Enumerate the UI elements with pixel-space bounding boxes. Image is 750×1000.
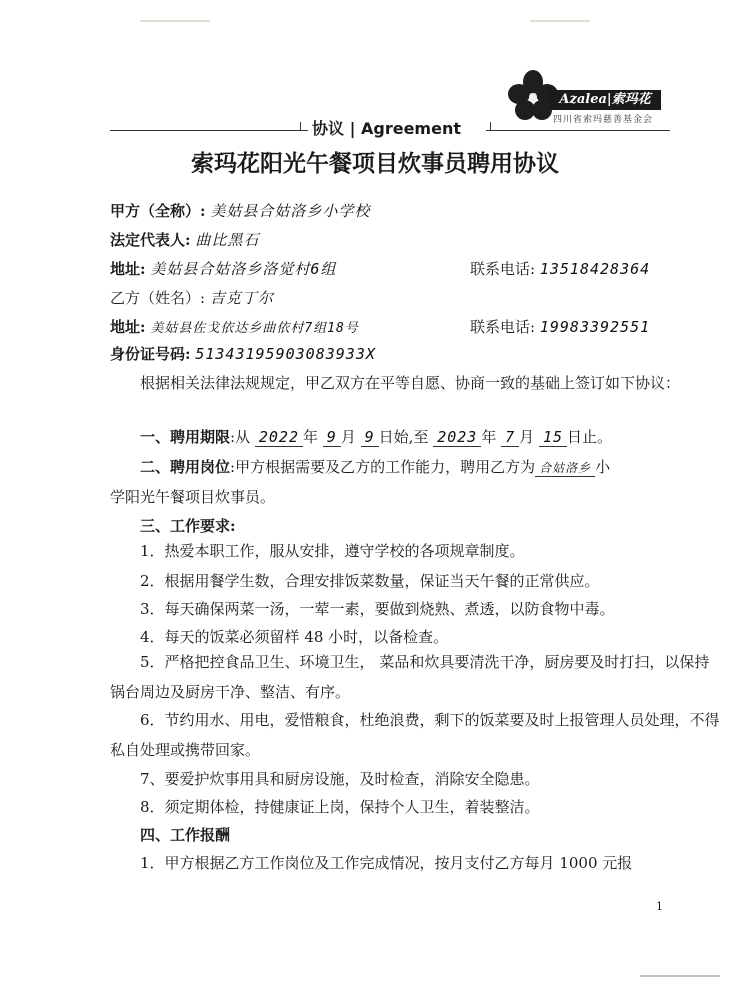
party-a-phone: 13518428364: [539, 260, 651, 278]
scan-mark-top-right: [530, 20, 590, 22]
party-b-id-label: 身份证号码:: [110, 345, 191, 363]
requirement-item: 1．热爱本职工作，服从安排，遵守学校的各项规章制度。: [140, 542, 525, 560]
term-label: 一、聘用期限: [140, 428, 231, 446]
term-month-unit: 月: [340, 428, 356, 446]
term-end-day: 15: [539, 428, 567, 447]
party-a-rep: 曲比黑石: [195, 231, 260, 249]
logo-brand: Azalea|索玛花: [549, 90, 661, 110]
requirement-item: 5．严格把控食品卫生、环境卫生， 菜品和炊具要清洗干净，厨房要及时打扫，以保持锅台周边及厨房干净、整洁、有序。: [110, 653, 710, 701]
party-a-phone-row: [470, 258, 650, 279]
party-b-phone-row: [470, 316, 650, 337]
term-day-unit: 日止。: [567, 428, 613, 446]
party-a-addr: 美姑县合姑洛乡洛觉村6组: [150, 260, 337, 278]
page-number: 1: [656, 900, 663, 913]
party-a-rep-label: 法定代表人:: [110, 231, 191, 249]
term-row: [140, 426, 612, 447]
requirement-item: 7、要爱护炊事用具和厨房设施，及时检查，消除安全隐患。: [140, 770, 540, 788]
scan-mark-bottom: [640, 975, 720, 977]
intro-paragraph: 根据相关法律法规规定，甲乙双方在平等自愿、协商一致的基础上签订如下协议：: [140, 374, 681, 392]
term-pre: :从: [230, 428, 251, 446]
header-tick: [490, 122, 491, 131]
header-label: 协议 | Agreement: [312, 119, 461, 138]
party-a-phone-label: 联系电话:: [470, 260, 536, 278]
requirements-heading: 三、工作要求:: [140, 517, 236, 535]
party-b-addr-label: 地址:: [110, 318, 146, 336]
requirement-item: 8．须定期体检，持健康证上岗，保持个人卫生，着装整洁。: [140, 798, 540, 816]
scan-mark-top: [140, 20, 210, 22]
party-b-id: 51343195903083933X: [195, 345, 376, 363]
party-b-addr-row: [110, 316, 359, 337]
party-b-row: [110, 287, 274, 308]
requirement-item: 2．根据用餐学生数，合理安排饭菜数量，保证当天午餐的正常供应。: [140, 572, 600, 590]
term-start-year: 2022: [255, 428, 303, 447]
position-row: [140, 456, 610, 477]
party-b-phone-label: 联系电话:: [470, 318, 536, 336]
party-a-addr-label: 地址:: [110, 260, 146, 278]
party-a-addr-row: [110, 258, 336, 279]
party-a-name: 美姑县合姑洛乡小学校: [210, 202, 371, 220]
term-start-month: 9: [323, 428, 341, 447]
pay-item: 1．甲方根据乙方工作岗位及工作完成情况，按月支付乙方每月 1000 元报: [140, 854, 633, 872]
position-row-cont: 学阳光午餐项目炊事员。: [110, 488, 276, 506]
party-b-label: 乙方（姓名）:: [110, 289, 206, 307]
pay-heading: 四、工作报酬: [140, 826, 231, 844]
header-rule-left: [110, 130, 308, 131]
term-start-day: 9: [361, 428, 379, 447]
party-b-id-row: [110, 343, 376, 364]
position-school: 合姑洛乡: [535, 459, 595, 477]
term-day-unit: 日始,至: [378, 428, 429, 446]
foundation-logo: [505, 68, 665, 130]
party-b-addr: 美姑县佐戈依达乡曲依村7组18号: [150, 321, 359, 336]
term-month-unit: 月: [519, 428, 535, 446]
document-title: 索玛花阳光午餐项目炊事员聘用协议: [191, 151, 559, 177]
position-text: :甲方根据需要及乙方的工作能力，聘用乙方为: [230, 458, 536, 476]
party-b-phone: 19983392551: [539, 318, 651, 336]
term-end-month: 7: [501, 428, 519, 447]
requirement-item: 3．每天确保两菜一汤，一荤一素，要做到烧熟、煮透，以防食物中毒。: [140, 600, 615, 618]
requirement-item: 6．节约用水、用电，爱惜粮食，杜绝浪费，剩下的饭菜要及时上报管理人员处理，不得私自处理或携带回家。: [110, 711, 720, 759]
party-a-row: [110, 200, 370, 221]
term-end-year: 2023: [433, 428, 481, 447]
term-year-unit: 年: [302, 428, 318, 446]
term-year-unit: 年: [481, 428, 497, 446]
requirement-item: 4．每天的饭菜必须留样 48 小时，以备检查。: [140, 628, 449, 646]
party-a-rep-row: [110, 229, 259, 250]
header-tick: [300, 122, 301, 131]
logo-org: 四川省索玛慈善基金会: [553, 115, 654, 125]
position-label: 二、聘用岗位: [140, 458, 231, 476]
party-b-name: 吉克丁尔: [209, 289, 274, 307]
position-text-b: 小: [595, 458, 611, 476]
header-rule-right: [486, 130, 670, 131]
party-a-label: 甲方（全称）:: [110, 202, 206, 220]
